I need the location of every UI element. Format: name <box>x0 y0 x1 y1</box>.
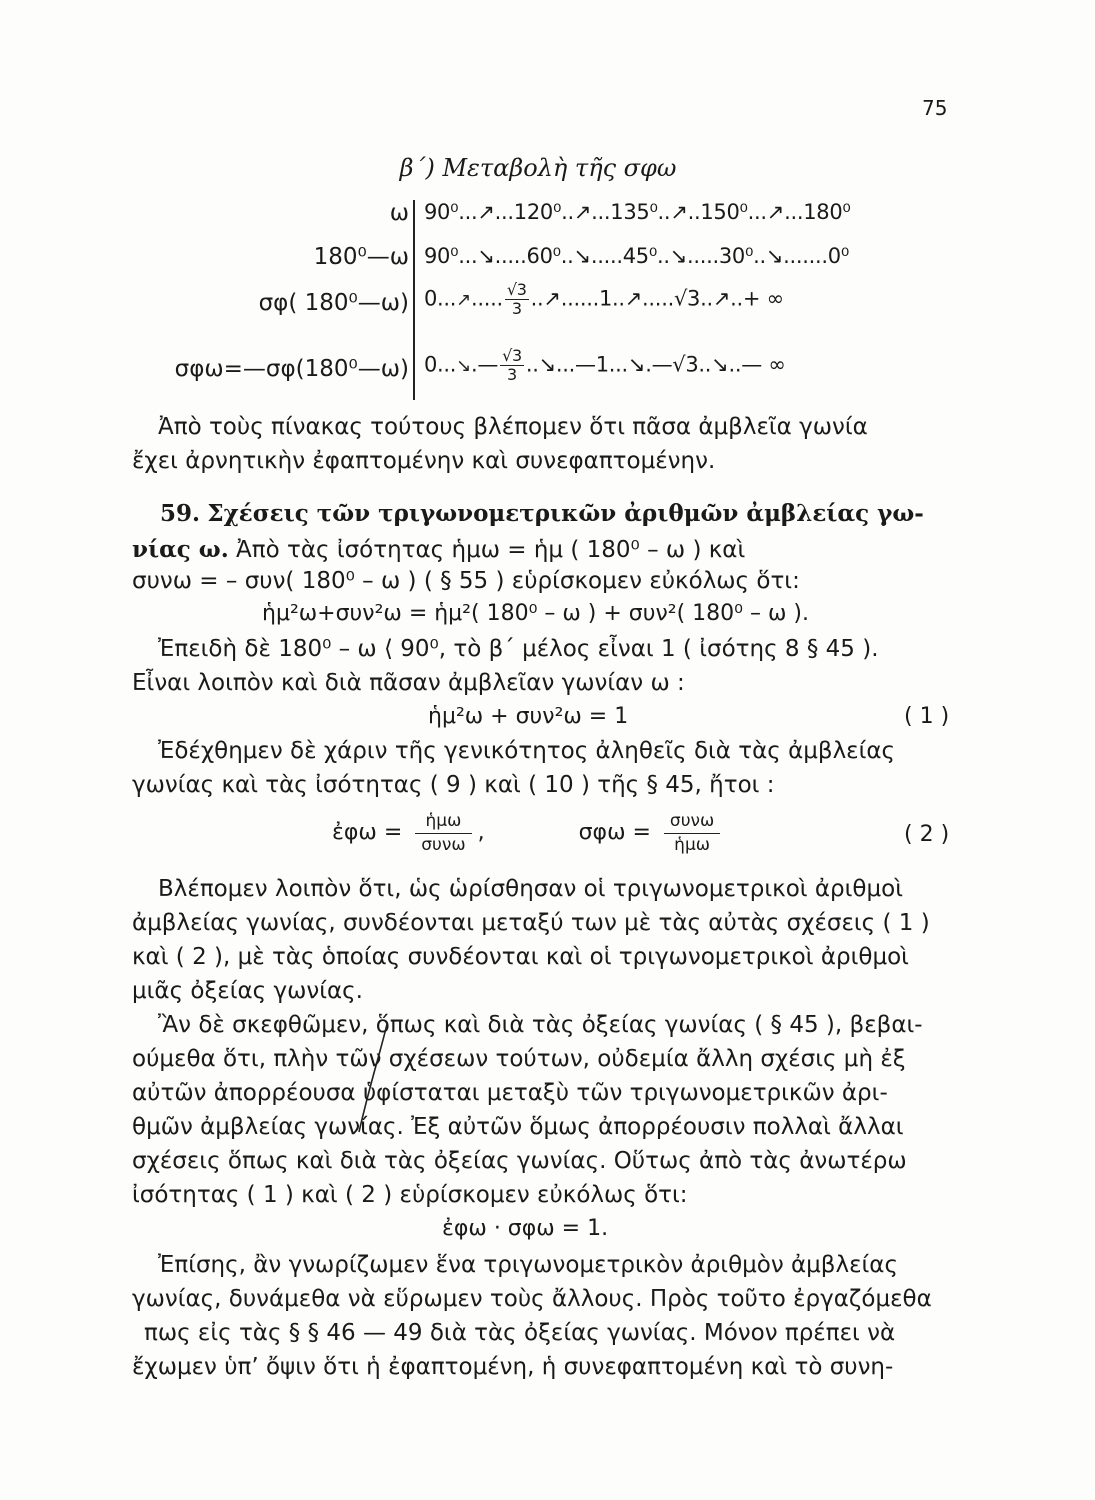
value-rest: ..↗......1..↗.....√3..↗..+ ∞ <box>530 286 784 311</box>
body-line: αὐτῶν ἀπορρέουσα ὑφίσταται μεταξὺ τῶν τριγωνομετρικῶν ἀρι- <box>132 1080 888 1106</box>
final-line: πως εἰς τὰς § § 46 — 49 διὰ τὰς ὀξείας γωνίας. Μόνον πρέπει νὰ <box>144 1320 896 1346</box>
fraction-denominator: ἡμω <box>674 834 710 855</box>
fraction-numerator: √3 <box>506 280 527 299</box>
value-start: 0... <box>424 286 457 311</box>
row-values: 90⁰...↘.....60⁰..↘.....45⁰..↘.....30⁰..↘.......0⁰ <box>424 244 849 268</box>
row-values: 90⁰...↗...120⁰..↗...135⁰..↗..150⁰...↗...180⁰ <box>424 200 851 224</box>
para1-line2: ἔχει ἀρνητικὴν ἐφαπτομένην καὶ συνεφαπτομένην. <box>132 448 716 474</box>
fraction-denominator: 3 <box>511 299 522 318</box>
fraction-numerator: √3 <box>502 346 522 365</box>
section-heading <box>160 500 924 527</box>
tan-label: ἐφω = <box>332 820 403 846</box>
value-dots: ..... <box>470 286 503 311</box>
body-line: μιᾶς ὀξείας γωνίας. <box>132 978 363 1004</box>
fraction-numerator: συνω <box>664 812 720 834</box>
table-row-supplement <box>0 244 1095 274</box>
body-line: ἰσότητας ( 1 ) καὶ ( 2 ) εὑρίσκομεν εὐκόλως ὅτι: <box>132 1182 688 1208</box>
sqrt3-over-3-fraction <box>500 348 524 383</box>
section-title-continued: νίας ω. <box>132 536 229 563</box>
body-line: ούμεθα ὅτι, πλὴν τῶν σχέσεων τούτων, οὐδεμία ἄλλη σχέσις μὴ ἐξ <box>132 1046 906 1072</box>
row-label: ω <box>389 200 409 226</box>
body-line: καὶ ( 2 ), μὲ τὰς ὁποίας συνδέονται καὶ οἱ τριγωνομετρικοὶ ἀριθμοὶ <box>132 944 909 970</box>
table-row-cot-supplement <box>0 278 1095 328</box>
value-rest: ..↘...—1...↘.—√3..↘..— ∞ <box>525 352 786 377</box>
body-line: ἀμβλείας γωνίας, συνδέονται μεταξύ των μὲ τὰς αὐτὰς σχέσεις ( 1 ) <box>132 910 930 936</box>
product-equation: ἐφω · σφω = 1. <box>442 1216 609 1241</box>
row-label: σφ( 180⁰—ω) <box>258 290 409 316</box>
section-line9: γωνίας καὶ τὰς ἰσότητας ( 9 ) καὶ ( 10 ) τῆς § 45, ἤτοι : <box>132 772 775 798</box>
fraction-denominator: συνω <box>421 834 466 855</box>
section-line8: Ἐδέχθημεν δὲ χάριν τῆς γενικότητος ἀληθεῖς διὰ τὰς ἀμβλείας <box>158 738 896 764</box>
identity-equation: ἡμ²ω+συν²ω = ἡμ²( 180⁰ – ω ) + συν²( 180⁰ – ω ). <box>262 601 809 626</box>
cot-label: σφω = <box>578 820 651 846</box>
table-title: β΄) Μεταβολὴ τῆς σφω <box>399 154 677 182</box>
body-line: θμῶν ἀμβλείας γωνίας. Ἐξ αὐτῶν ὅμως ἀπορρέουσιν πολλαὶ ἄλλαι <box>132 1114 904 1140</box>
section-heading-line2 <box>132 536 745 563</box>
row-values <box>424 348 785 383</box>
sqrt3-over-3-fraction <box>505 282 529 317</box>
final-line: Ἐπίσης, ἂν γνωρίζωμεν ἕνα τριγωνομετρικὸν ἀριθμὸν ἀμβλείας <box>158 1252 898 1278</box>
section-line2-text: Ἀπὸ τὰς ἰσότητας ἡμω = ἡμ ( 180⁰ – ω ) καὶ <box>236 537 746 563</box>
pythagorean-equation: ἡμ²ω + συν²ω = 1 <box>428 704 629 729</box>
table-row-cot-omega <box>0 344 1095 394</box>
tan-fraction <box>415 812 471 854</box>
final-line: ἔχωμεν ὑπ’ ὄψιν ὅτι ἡ ἐφαπτομένη, ἡ συνεφαπτομένη καὶ τὸ συνη- <box>132 1354 894 1380</box>
body-line: σχέσεις ὅπως καὶ διὰ τὰς ὀξείας γωνίας. Οὕτως ἀπὸ τὰς ἀνωτέρω <box>132 1148 907 1174</box>
section-line5: Ἐπειδὴ δὲ 180⁰ – ω ⟨ 90⁰, τὸ β΄ μέλος εἶναι 1 ( ἰσότης 8 § 45 ). <box>158 636 879 662</box>
value-start: 0... <box>424 352 457 377</box>
arrow-up-icon: ↗ <box>456 289 471 311</box>
section-line3: συνω = – συν( 180⁰ – ω ) ( § 55 ) εὑρίσκομεν εὐκόλως ὅτι: <box>132 568 800 594</box>
section-title: Σχέσεις τῶν τριγωνομετρικῶν ἀριθμῶν ἀμβλείας γω- <box>207 500 924 527</box>
final-line: γωνίας, δυνάμεθα νὰ εὕρωμεν τοὺς ἄλλους. Πρὸς τοῦτο ἐργαζόμεθα <box>132 1286 932 1312</box>
para1-line1: Ἀπὸ τοὺς πίνακας τούτους βλέπομεν ὅτι πᾶσα ἀμβλεῖα γωνία <box>158 414 868 440</box>
body-line: Βλέπομεν λοιπὸν ὅτι, ὡς ὡρίσθησαν οἱ τριγωνομετρικοὶ ἀριθμοὶ <box>158 876 903 902</box>
section-number: 59. <box>160 500 201 527</box>
row-label: 180⁰—ω <box>313 244 409 270</box>
body-line: Ἂν δὲ σκεφθῶμεν, ὅπως καὶ διὰ τὰς ὀξείας γωνίας ( § 45 ), βεβαι- <box>158 1012 923 1038</box>
arrow-down-icon: ↘ <box>456 355 471 377</box>
handwritten-mark <box>351 1020 391 1140</box>
row-label: σφω=—σφ(180⁰—ω) <box>174 356 409 382</box>
fraction-numerator: ἡμω <box>415 812 471 834</box>
page-number: 75 <box>922 96 948 120</box>
value-dots: .— <box>470 352 499 377</box>
equation-number-2: ( 2 ) <box>904 822 950 847</box>
fraction-denominator: 3 <box>507 365 517 384</box>
equation-number-1: ( 1 ) <box>904 704 950 729</box>
cot-fraction <box>664 812 720 854</box>
ratio-equations: ἐφω = $\frac{\text{ἡμω}}{\text{συνω}}$ , σφω = $\frac{\text{συνω}}{\text{ἡμω}}$ <box>332 812 726 854</box>
row-values <box>424 282 784 317</box>
section-line6: Εἶναι λοιπὸν καὶ διὰ πᾶσαν ἀμβλεῖαν γωνίαν ω : <box>132 670 685 696</box>
table-row-omega <box>0 200 1095 230</box>
